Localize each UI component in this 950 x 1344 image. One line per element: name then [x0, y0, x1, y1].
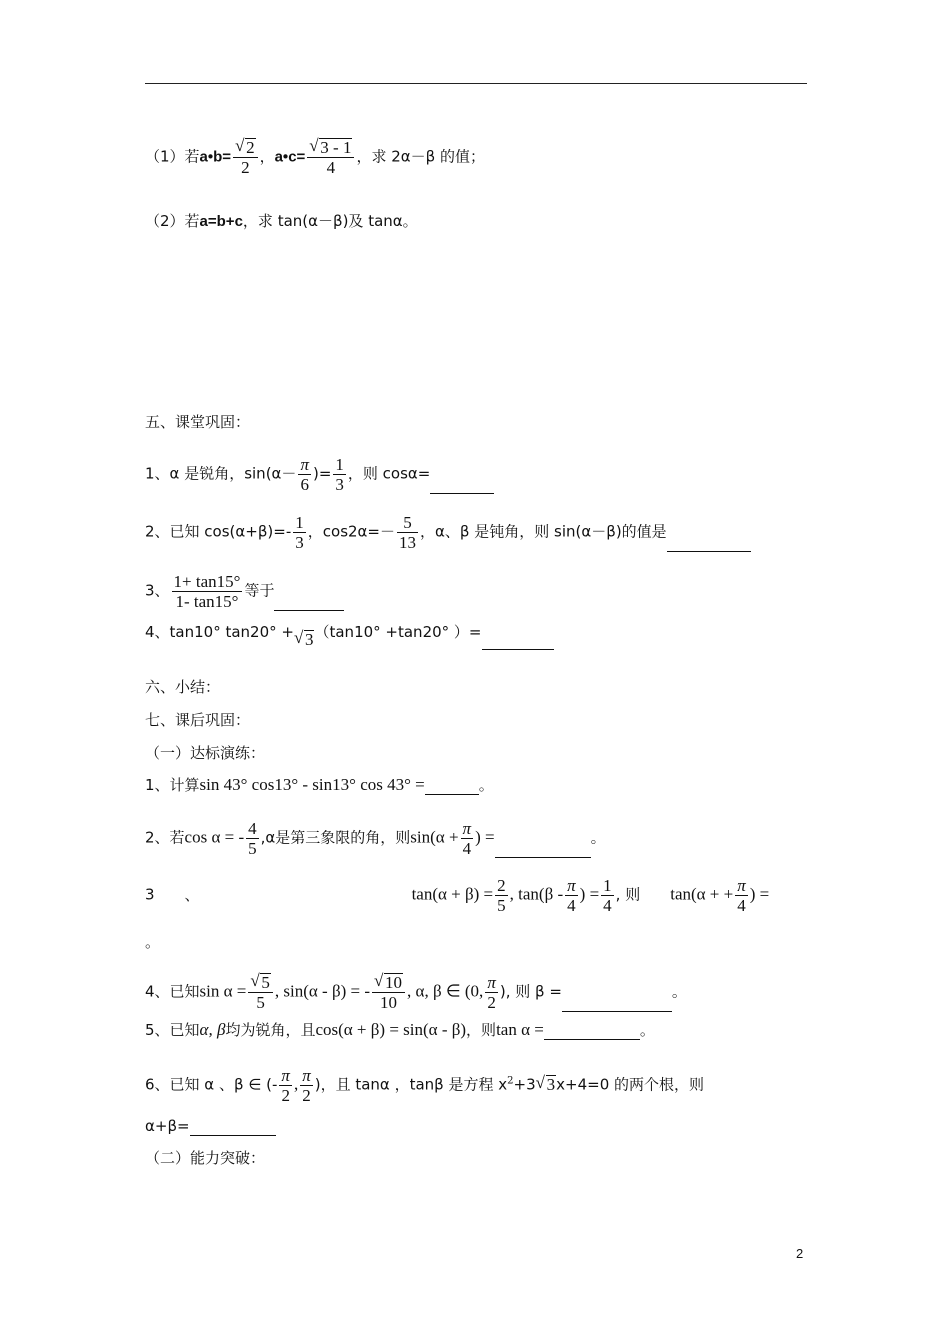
answer-blank[interactable] — [190, 1119, 276, 1136]
hq2-mid: ,α是第三象限的角，则 — [260, 828, 411, 847]
s5q1-tail: ，则 cosα= — [347, 464, 431, 483]
answer-blank[interactable] — [562, 995, 672, 1012]
hq3-t6: ) = — [749, 884, 770, 904]
hq3-sep: 、 — [184, 885, 200, 904]
frac2-num: 3 - 1 — [320, 138, 352, 157]
hq6-mid: )，且 tanα ，tanβ 是方程 x — [314, 1075, 508, 1094]
hq6-pre: 6、已知 α 、β ∈ (- — [145, 1075, 278, 1094]
answer-blank[interactable] — [274, 594, 344, 611]
hq4-t4: ), 则 β = — [499, 982, 562, 1001]
s5q2-frac1: $\frac{1}{3}$ — [295, 513, 304, 552]
hq6-tail: x+4=0 的两个根，则 — [556, 1075, 705, 1094]
answer-blank[interactable] — [667, 535, 751, 552]
hq4-pre: 4、已知 — [145, 982, 200, 1001]
hq4-tail: 。 — [671, 982, 687, 1001]
hq2-tail: 。 — [590, 828, 606, 847]
answer-blank[interactable] — [544, 1023, 640, 1040]
page-number: 2 — [796, 1246, 804, 1261]
hq6-sq: 2 — [507, 1075, 514, 1087]
comma: ， — [259, 147, 275, 166]
h-question-1 — [145, 775, 494, 795]
hq5-mid: 均为锐角，且 — [225, 1021, 316, 1039]
hq6-mid2: +3 — [513, 1075, 536, 1094]
section-6-title: 六、小结： — [145, 678, 221, 696]
s5q4-tail: （tan10° +tan20° ）= — [314, 623, 482, 641]
frac2-den: 4 — [326, 158, 336, 177]
hq1-tail: 。 — [478, 776, 494, 794]
sqrt-3: √ 3 — [535, 1072, 556, 1094]
section-7-title: 七、课后巩固： — [145, 711, 251, 729]
hq3-t4: , 则 — [615, 885, 641, 904]
fraction-sqrt3-minus1-over-4: √ 3 - 1 4 — [307, 138, 354, 177]
part1-tail: ，求 2α－β 的值； — [356, 147, 486, 166]
hq6-line2: α+β= — [145, 1117, 190, 1135]
s5-question-1 — [145, 455, 494, 494]
s5q1-frac1: $\frac{\pi}{6}$ — [300, 455, 309, 494]
hq5-mid2: ，则 — [466, 1021, 497, 1039]
s5q2-mid: ，cos2α=－ — [307, 522, 396, 541]
answer-blank[interactable] — [425, 778, 479, 795]
hq2-pre: 2、若 — [145, 828, 185, 847]
question-part-1 — [145, 138, 485, 177]
hq6-frac2: $\frac{\pi}{2}$ — [302, 1066, 311, 1105]
hq3-frac4: $\frac{\pi}{4}$ — [737, 876, 746, 915]
s5q3-tail: 等于 — [244, 581, 275, 600]
part2-tail: ，求 tan(α－β)及 tanα。 — [242, 212, 418, 230]
section-5-title: 五、课堂巩固： — [145, 413, 251, 431]
part2-cond: a=b+c — [199, 213, 243, 230]
hq3-t1: tan(α + β) = — [411, 884, 494, 904]
s5q1-pre: 1、α 是锐角，sin(α－ — [145, 464, 297, 483]
answer-blank[interactable] — [430, 477, 494, 494]
hq5-tail: 。 — [639, 1021, 655, 1039]
hq3-frac3: $\frac{1}{4}$ — [603, 876, 612, 915]
hq6-comma: , — [293, 1074, 299, 1094]
hq4-t3: , α, β ∈ (0, — [407, 981, 484, 1001]
hq3-frac1: $\frac{2}{5}$ — [497, 876, 506, 915]
s5q3-pre: 3、 — [145, 581, 170, 600]
s5-question-2 — [145, 513, 751, 552]
subsection-2-title: （二）能力突破： — [145, 1149, 266, 1167]
hq6-frac1: $\frac{\pi}{2}$ — [281, 1066, 290, 1105]
h-question-4 — [145, 973, 687, 1012]
hq4-frac2: √ 10 10 — [372, 973, 405, 1012]
s5q4-pre: 4、tan10° tan20° + — [145, 623, 294, 641]
s5-question-4 — [145, 622, 554, 650]
hq3-num: 3 — [145, 885, 155, 904]
header-rule — [145, 83, 807, 84]
answer-blank[interactable] — [482, 633, 554, 650]
hq2-frac2: $\frac{\pi}{4}$ — [462, 819, 472, 858]
hq3-t3: ) = — [579, 884, 600, 904]
frac1-den: 2 — [241, 158, 250, 177]
hq5-tan: tan α = — [496, 1020, 544, 1039]
hq5-eq: cos(α + β) = sin(α - β) — [315, 1020, 467, 1039]
hq3-end: 。 — [145, 933, 161, 951]
s5q2-tail: ，α、β 是钝角，则 sin(α－β)的值是 — [420, 522, 667, 541]
s5q1-frac2: $\frac{1}{3}$ — [335, 455, 344, 494]
s5q1-mid: )= — [312, 464, 332, 483]
question-part-2 — [145, 211, 418, 232]
answer-blank[interactable] — [495, 841, 591, 858]
hq4-sin: sin α = — [199, 981, 247, 1001]
part1-label: （1）若 — [145, 147, 200, 166]
subsection-1-title: （一）达标演练： — [145, 744, 266, 762]
s5q3-frac: $\frac{1+ \tan 15^\circ}{1- \tan 15^\circ}$ — [173, 572, 241, 611]
s5q2-frac2: $\frac{5}{13}$ — [399, 513, 417, 552]
hq4-frac3: $\frac{\pi}{2}$ — [487, 973, 496, 1012]
h-question-3 — [145, 876, 807, 915]
hq3-frac2: $\frac{\pi}{4}$ — [567, 876, 576, 915]
hq4-frac1: √ 5 5 — [248, 973, 273, 1012]
sqrt-3: √ 3 — [293, 628, 314, 649]
hq1-pre: 1、计算 — [145, 776, 200, 794]
s5-question-3 — [145, 572, 344, 611]
h-question-6 — [145, 1066, 704, 1105]
hq5-pre: 5、已知 — [145, 1021, 200, 1039]
hq4-t2: , sin(α - β) = - — [274, 981, 371, 1001]
hq5-vars: α, β — [199, 1020, 226, 1039]
hq3-t5: tan(α + + — [670, 884, 734, 904]
h-question-5 — [145, 1020, 655, 1040]
hq2-cos: cos α = - — [184, 827, 245, 847]
h-question-2 — [145, 819, 606, 858]
h-question-6-line2 — [145, 1116, 276, 1136]
part2-label: （2）若 — [145, 212, 200, 230]
ab-text: a•b= — [199, 148, 232, 166]
frac1-num: 2 — [246, 138, 255, 157]
hq2-sin: sin(α + — [410, 827, 459, 847]
ac-text: a•c= — [274, 148, 306, 166]
hq1-expr: sin 43° cos13° - sin13° cos 43° = — [199, 775, 425, 794]
hq3-t2: , tan(β - — [509, 884, 564, 904]
fraction-sqrt2-over-2: √ 2 2 — [233, 138, 258, 177]
hq2-frac1: $\frac{4}{5}$ — [248, 819, 257, 858]
hq2-eq: ) = — [475, 827, 495, 847]
s5q2-pre: 2、已知 cos(α+β)=- — [145, 522, 292, 541]
